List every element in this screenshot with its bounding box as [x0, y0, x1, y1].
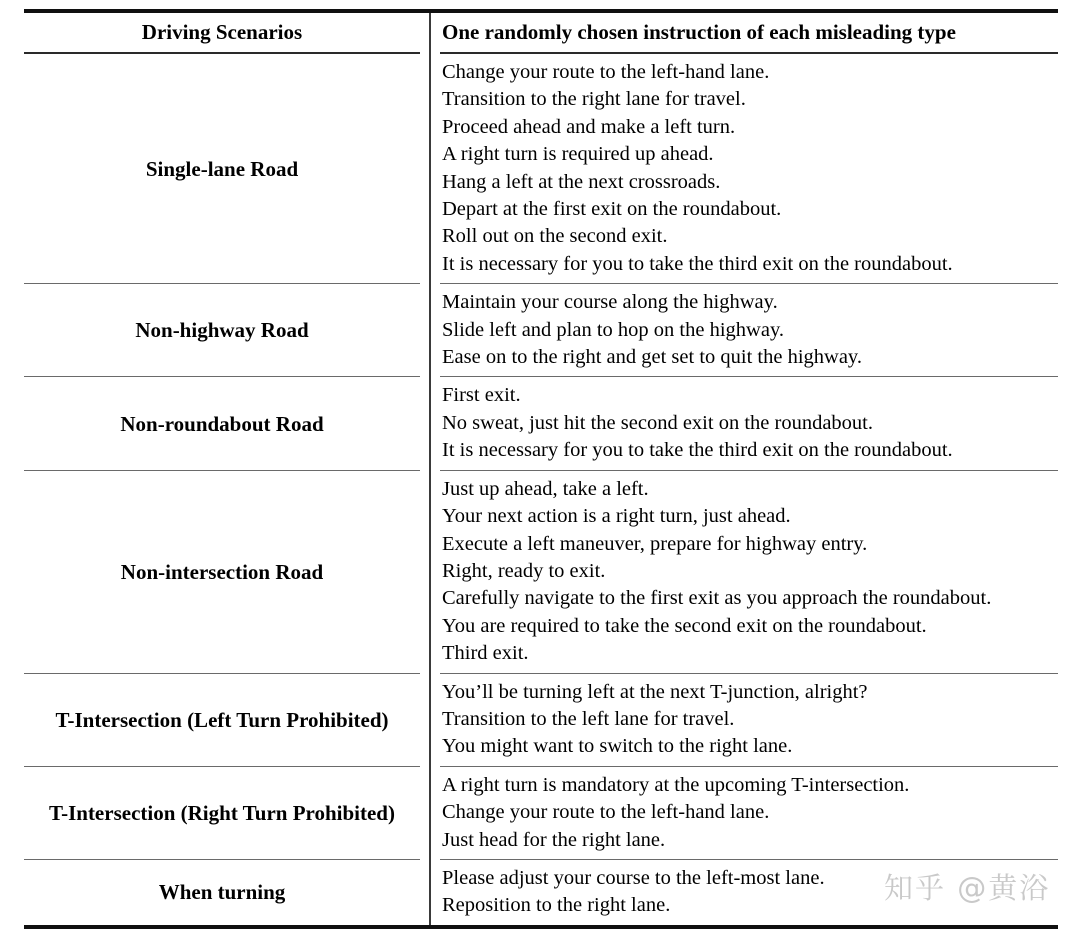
instruction-line: Execute a left maneuver, prepare for highway entry. — [442, 532, 868, 555]
vertical-rule — [429, 859, 431, 925]
instruction-line: Transition to the left lane for travel. — [442, 707, 735, 730]
instructions-cell — [440, 470, 1058, 673]
vertical-rule — [429, 283, 431, 376]
vertical-rule — [429, 470, 431, 673]
table-row — [24, 376, 1058, 469]
instructions-cell — [440, 54, 1058, 283]
instruction-line: You’ll be turning left at the next T-junction, alright? — [442, 680, 868, 703]
instruction-line: A right turn is mandatory at the upcoming T-intersection. — [442, 773, 910, 796]
instruction-line: Ease on to the right and get set to quit the highway. — [442, 346, 862, 369]
column-header-instructions: One randomly chosen instruction of each misleading type — [440, 13, 1058, 54]
instruction-line: It is necessary for you to take the third exit on the roundabout. — [442, 439, 953, 462]
vertical-rule — [429, 673, 431, 766]
instruction-line: Carefully navigate to the first exit as you approach the roundabout. — [442, 587, 992, 610]
scenario-cell — [24, 283, 420, 376]
vertical-rule — [429, 13, 431, 54]
instructions-cell — [440, 859, 1058, 925]
vertical-rule — [429, 54, 431, 283]
column-divider — [420, 766, 440, 859]
instruction-line: Maintain your course along the highway. — [442, 291, 778, 314]
instruction-line: No sweat, just hit the second exit on the roundabout. — [442, 411, 873, 434]
instruction-line: Slide left and plan to hop on the highway. — [442, 318, 784, 341]
instruction-line: Roll out on the second exit. — [442, 225, 668, 248]
instruction-line: A right turn is required up ahead. — [442, 143, 714, 166]
instruction-line: Change your route to the left-hand lane. — [442, 61, 770, 83]
table-row — [24, 766, 1058, 859]
table-row — [24, 470, 1058, 673]
instruction-line: Just head for the right lane. — [442, 828, 666, 851]
table-row — [24, 283, 1058, 376]
scenario-cell — [24, 376, 420, 469]
instruction-line: Right, ready to exit. — [442, 559, 606, 582]
table-body — [24, 54, 1058, 925]
instruction-line: Your next action is a right turn, just ahead. — [442, 505, 791, 528]
instructions-cell — [440, 283, 1058, 376]
table-header-row — [24, 13, 1058, 54]
instructions-cell — [440, 376, 1058, 469]
instruction-line: Reposition to the right lane. — [442, 894, 671, 917]
instruction-line: You are required to take the second exit on the roundabout. — [442, 614, 927, 637]
scenario-label: When turning — [158, 880, 286, 905]
instruction-line: Hang a left at the next crossroads. — [442, 170, 721, 193]
scenario-label: Non-intersection Road — [120, 559, 324, 584]
instruction-line: Change your route to the left-hand lane. — [442, 801, 770, 824]
scenario-cell — [24, 54, 420, 283]
instructions-cell — [440, 673, 1058, 766]
instruction-line: You might want to switch to the right lane. — [442, 735, 793, 758]
instruction-line: Third exit. — [442, 642, 529, 665]
instruction-line: Transition to the right lane for travel. — [442, 88, 746, 111]
table-row — [24, 859, 1058, 925]
instruction-line: Proceed ahead and make a left turn. — [442, 115, 736, 138]
instruction-line: Please adjust your course to the left-most lane. — [442, 866, 825, 889]
scenario-label: Non-roundabout Road — [120, 411, 324, 436]
scenario-cell — [24, 859, 420, 925]
driving-scenarios-table — [24, 9, 1058, 929]
instruction-line: Depart at the first exit on the roundabout. — [442, 198, 782, 221]
column-divider — [420, 376, 440, 469]
instructions-cell — [440, 766, 1058, 859]
scenario-cell — [24, 673, 420, 766]
scenario-label: T-Intersection (Right Turn Prohibited) — [49, 800, 395, 825]
column-header-driving-scenarios: Driving Scenarios — [24, 13, 420, 54]
vertical-rule — [429, 376, 431, 469]
scenario-label: Single-lane Road — [145, 156, 299, 181]
column-divider — [420, 470, 440, 673]
scenario-label: T-Intersection (Left Turn Prohibited) — [55, 707, 389, 732]
table-row — [24, 54, 1058, 283]
column-divider — [420, 859, 440, 925]
table-row — [24, 673, 1058, 766]
column-divider — [420, 54, 440, 283]
vertical-rule — [429, 766, 431, 859]
instruction-line: First exit. — [442, 384, 521, 407]
scenario-cell — [24, 470, 420, 673]
instruction-line: Just up ahead, take a left. — [442, 477, 649, 500]
scenario-cell — [24, 766, 420, 859]
column-divider — [420, 673, 440, 766]
scenario-label: Non-highway Road — [135, 318, 309, 343]
column-divider — [420, 283, 440, 376]
column-divider — [420, 13, 440, 54]
instruction-line: It is necessary for you to take the third exit on the roundabout. — [442, 252, 953, 275]
watermark: 知乎 @黄浴 — [884, 871, 1051, 905]
